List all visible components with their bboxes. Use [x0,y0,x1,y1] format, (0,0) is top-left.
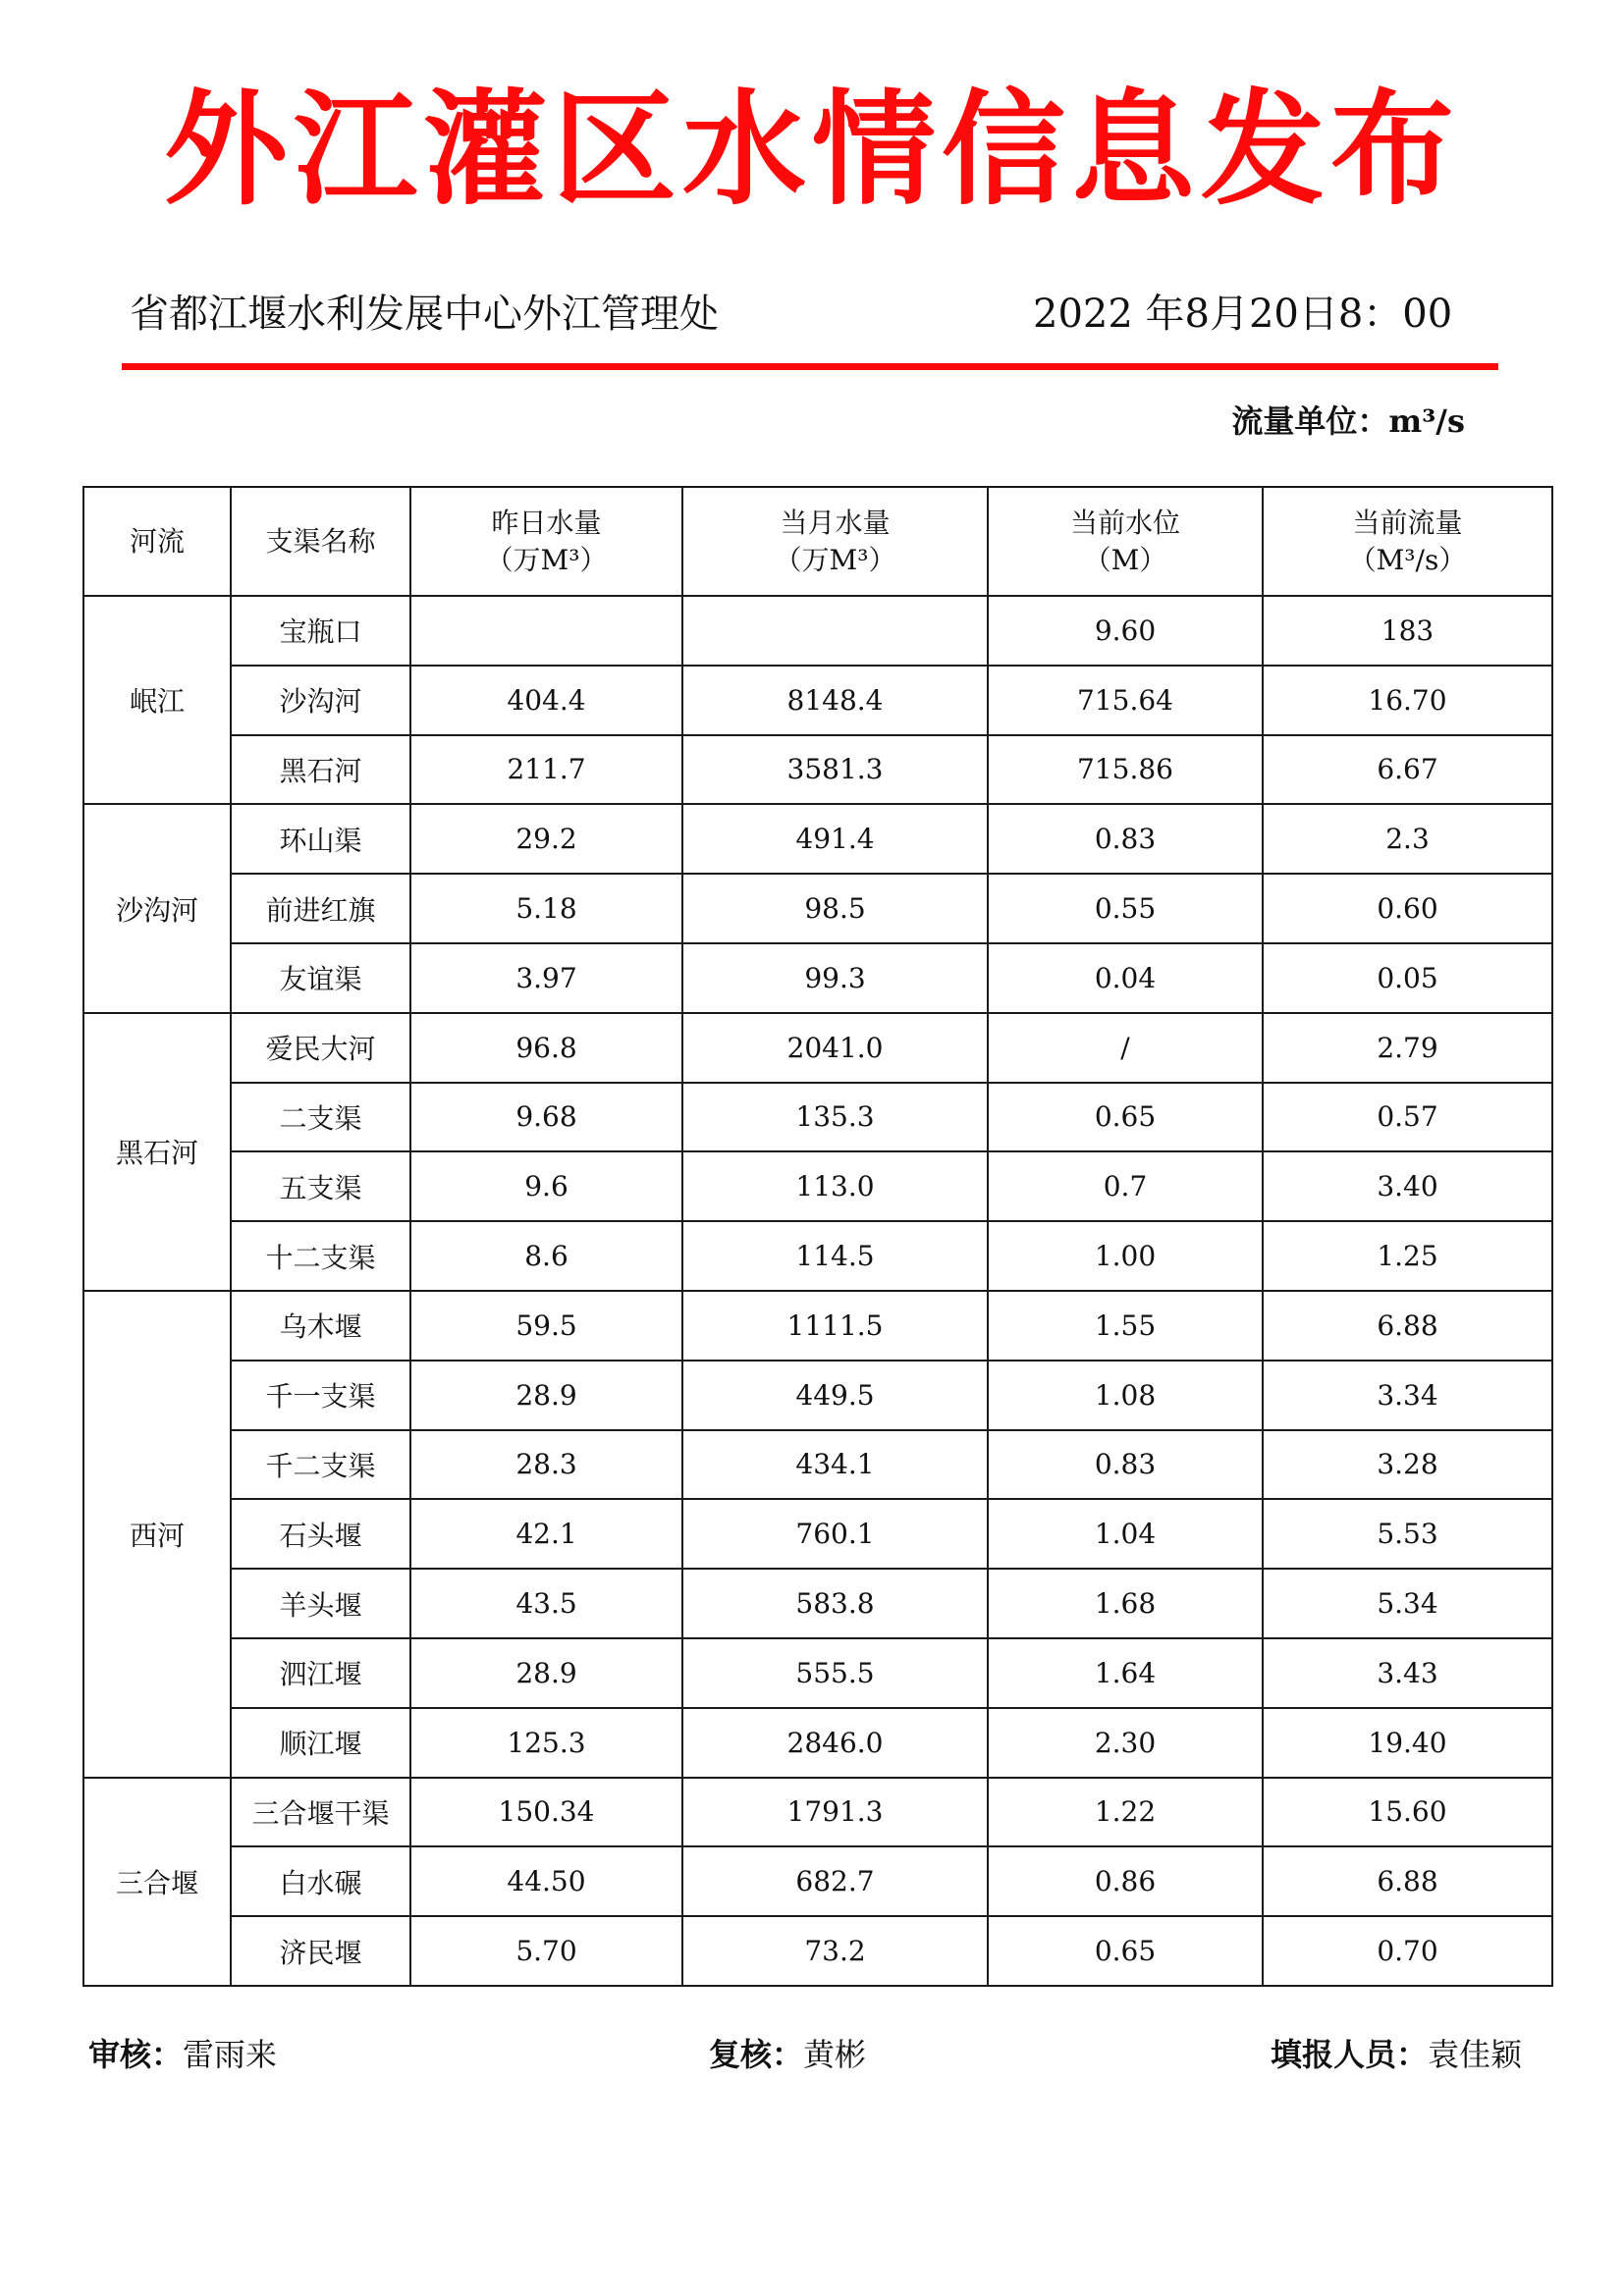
rechecker [709,2032,866,2077]
flow-cell: 15.60 [1263,1778,1552,1847]
flow-cell: 3.43 [1263,1638,1552,1708]
channel-name-cell: 三合堰干渠 [231,1778,410,1847]
yesterday-volume-cell: 3.97 [410,943,682,1013]
flow-cell: 0.05 [1263,943,1552,1013]
flow-cell: 16.70 [1263,666,1552,735]
yesterday-volume-cell [410,596,682,666]
channel-name-cell: 济民堰 [231,1916,410,1986]
water-level-cell: 715.86 [988,735,1263,805]
river-name-cell: 黑石河 [83,1013,231,1291]
col-header-river: 河流 [83,487,231,596]
yesterday-volume-cell: 125.3 [410,1708,682,1778]
table-row [83,1083,1552,1152]
flow-cell: 6.67 [1263,735,1552,805]
table-row [83,1778,1552,1847]
flow-cell: 183 [1263,596,1552,666]
rechecker-label: 复核： [709,2036,804,2073]
table-header-row [83,487,1552,596]
channel-name-cell: 泗江堰 [231,1638,410,1708]
publish-datetime: 2022 年8月20日8：00 [1033,292,1453,337]
flow-cell: 2.3 [1263,804,1552,874]
water-level-cell: 0.65 [988,1083,1263,1152]
table-row [83,1151,1552,1221]
month-volume-cell: 114.5 [682,1221,988,1291]
yesterday-volume-cell: 404.4 [410,666,682,735]
river-name-cell: 西河 [83,1291,231,1778]
water-level-cell: 0.65 [988,1916,1263,1986]
channel-name-cell: 千二支渠 [231,1430,410,1500]
table-row [83,1916,1552,1986]
yesterday-volume-cell: 28.9 [410,1361,682,1430]
water-level-cell: 0.7 [988,1151,1263,1221]
flow-cell: 3.34 [1263,1361,1552,1430]
water-level-cell: 715.64 [988,666,1263,735]
channel-name-cell: 石头堰 [231,1499,410,1569]
organization-name: 省都江堰水利发展中心外江管理处 [130,292,719,337]
water-level-cell: 1.04 [988,1499,1263,1569]
reviewer [88,2032,277,2077]
yesterday-volume-cell: 96.8 [410,1013,682,1083]
reviewer-name: 雷雨来 [183,2036,278,2073]
col-header-water-level: 当前水位 （M） [988,487,1263,596]
month-volume-cell: 583.8 [682,1569,988,1638]
flow-cell: 6.88 [1263,1291,1552,1361]
reporter-name: 袁佳颖 [1428,2036,1523,2073]
month-volume-cell: 2846.0 [682,1708,988,1778]
col-header-channel: 支渠名称 [231,487,410,596]
river-name-cell: 岷江 [83,596,231,804]
yesterday-volume-cell: 42.1 [410,1499,682,1569]
water-level-cell: 0.04 [988,943,1263,1013]
yesterday-volume-cell: 5.70 [410,1916,682,1986]
channel-name-cell: 乌木堰 [231,1291,410,1361]
month-volume-cell: 434.1 [682,1430,988,1500]
yesterday-volume-cell: 9.6 [410,1151,682,1221]
water-level-cell: 0.83 [988,1430,1263,1500]
table-row [83,735,1552,805]
reporter [1271,2032,1522,2077]
flow-cell: 0.60 [1263,874,1552,943]
channel-name-cell: 环山渠 [231,804,410,874]
month-volume-cell: 99.3 [682,943,988,1013]
table-row [83,666,1552,735]
flow-cell: 19.40 [1263,1708,1552,1778]
channel-name-cell: 黑石河 [231,735,410,805]
channel-name-cell: 白水碾 [231,1846,410,1916]
month-volume-cell: 760.1 [682,1499,988,1569]
water-level-cell: 0.86 [988,1846,1263,1916]
month-volume-cell: 98.5 [682,874,988,943]
yesterday-volume-cell: 8.6 [410,1221,682,1291]
channel-name-cell: 前进红旗 [231,874,410,943]
channel-name-cell: 沙沟河 [231,666,410,735]
table-row [83,1499,1552,1569]
month-volume-cell: 135.3 [682,1083,988,1152]
channel-name-cell: 爱民大河 [231,1013,410,1083]
water-level-cell: 2.30 [988,1708,1263,1778]
month-volume-cell: 8148.4 [682,666,988,735]
yesterday-volume-cell: 59.5 [410,1291,682,1361]
water-level-cell: 1.64 [988,1638,1263,1708]
channel-name-cell: 顺江堰 [231,1708,410,1778]
water-level-cell: 1.22 [988,1778,1263,1847]
page-title: 外江灌区水情信息发布 [164,78,1460,222]
channel-name-cell: 五支渠 [231,1151,410,1221]
flow-cell: 1.25 [1263,1221,1552,1291]
month-volume-cell: 3581.3 [682,735,988,805]
flow-cell: 2.79 [1263,1013,1552,1083]
col-header-month-volume: 当月水量 （万M³） [682,487,988,596]
month-volume-cell: 555.5 [682,1638,988,1708]
water-level-cell: 9.60 [988,596,1263,666]
water-level-cell: 1.00 [988,1221,1263,1291]
table-row [83,1846,1552,1916]
table-row [83,804,1552,874]
yesterday-volume-cell: 28.3 [410,1430,682,1500]
month-volume-cell: 73.2 [682,1916,988,1986]
table-row [83,1221,1552,1291]
flow-cell: 5.53 [1263,1499,1552,1569]
river-name-cell: 沙沟河 [83,804,231,1012]
flow-cell: 0.70 [1263,1916,1552,1986]
month-volume-cell: 1111.5 [682,1291,988,1361]
table-row [83,1013,1552,1083]
channel-name-cell: 羊头堰 [231,1569,410,1638]
water-level-cell: 1.68 [988,1569,1263,1638]
yesterday-volume-cell: 28.9 [410,1638,682,1708]
water-level-cell: / [988,1013,1263,1083]
channel-name-cell: 千一支渠 [231,1361,410,1430]
channel-name-cell: 二支渠 [231,1083,410,1152]
flow-cell: 6.88 [1263,1846,1552,1916]
month-volume-cell: 1791.3 [682,1778,988,1847]
header-divider [122,363,1498,370]
flow-cell: 0.57 [1263,1083,1552,1152]
channel-name-cell: 宝瓶口 [231,596,410,666]
month-volume-cell: 449.5 [682,1361,988,1430]
channel-name-cell: 十二支渠 [231,1221,410,1291]
col-header-yesterday-volume: 昨日水量 （万M³） [410,487,682,596]
yesterday-volume-cell: 5.18 [410,874,682,943]
table-row [83,596,1552,666]
water-level-cell: 1.08 [988,1361,1263,1430]
col-header-flow: 当前流量 （M³/s） [1263,487,1552,596]
flow-cell: 3.28 [1263,1430,1552,1500]
table-row [83,1708,1552,1778]
water-level-cell: 1.55 [988,1291,1263,1361]
table-row [83,874,1552,943]
month-volume-cell: 113.0 [682,1151,988,1221]
flow-cell: 3.40 [1263,1151,1552,1221]
table-row [83,1291,1552,1361]
table-row [83,1361,1552,1430]
reporter-label: 填报人员： [1271,2036,1429,2073]
month-volume-cell [682,596,988,666]
yesterday-volume-cell: 43.5 [410,1569,682,1638]
table-row [83,1430,1552,1500]
month-volume-cell: 682.7 [682,1846,988,1916]
rechecker-name: 黄彬 [803,2036,867,2073]
yesterday-volume-cell: 211.7 [410,735,682,805]
yesterday-volume-cell: 9.68 [410,1083,682,1152]
channel-name-cell: 友谊渠 [231,943,410,1013]
water-level-cell: 0.83 [988,804,1263,874]
month-volume-cell: 491.4 [682,804,988,874]
yesterday-volume-cell: 29.2 [410,804,682,874]
month-volume-cell: 2041.0 [682,1013,988,1083]
reviewer-label: 审核： [88,2036,184,2073]
flow-cell: 5.34 [1263,1569,1552,1638]
water-info-table [82,486,1553,1987]
table-row [83,1569,1552,1638]
yesterday-volume-cell: 150.34 [410,1778,682,1847]
table-row [83,943,1552,1013]
flow-unit-note: 流量单位：m³/s [1231,402,1465,440]
table-row [83,1638,1552,1708]
river-name-cell: 三合堰 [83,1778,231,1986]
yesterday-volume-cell: 44.50 [410,1846,682,1916]
water-level-cell: 0.55 [988,874,1263,943]
